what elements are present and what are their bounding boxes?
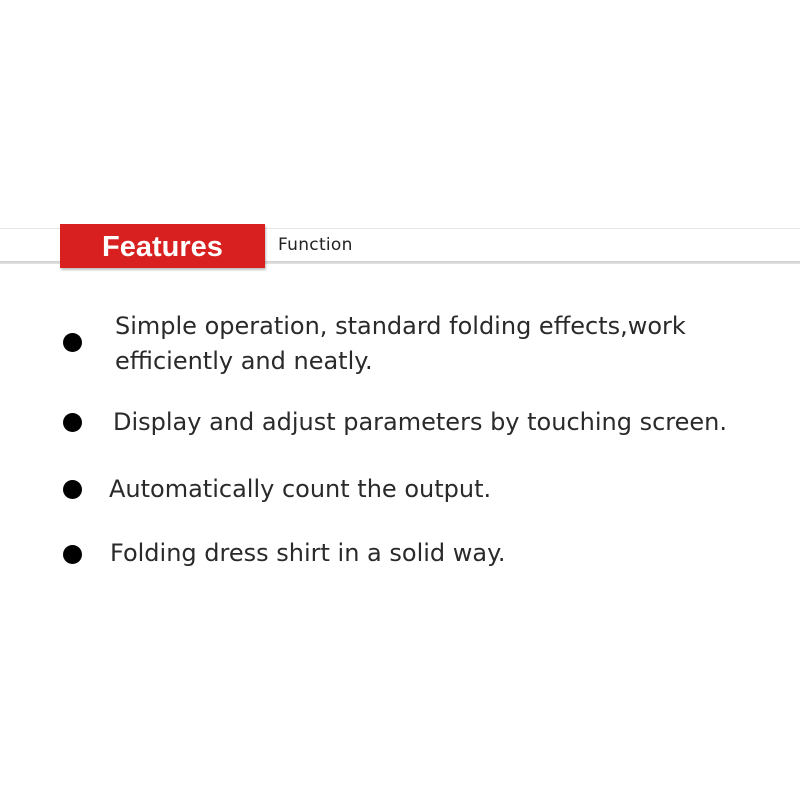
bullet-icon [63,545,82,564]
bullet-icon [63,413,82,432]
feature-item-1-line-2: efficiently and neatly. [115,347,373,375]
feature-item-4: Folding dress shirt in a solid way. [110,539,506,567]
features-tab-label: Features [102,230,223,263]
features-tab [60,224,265,268]
feature-item-1-line-1: Simple operation, standard folding effects,work [115,312,686,340]
feature-item-3: Automatically count the output. [109,475,492,503]
function-subtitle: Function [278,235,353,255]
feature-item-2: Display and adjust parameters by touching screen. [113,408,728,436]
bullet-icon [63,480,82,499]
bullet-icon [63,333,82,352]
